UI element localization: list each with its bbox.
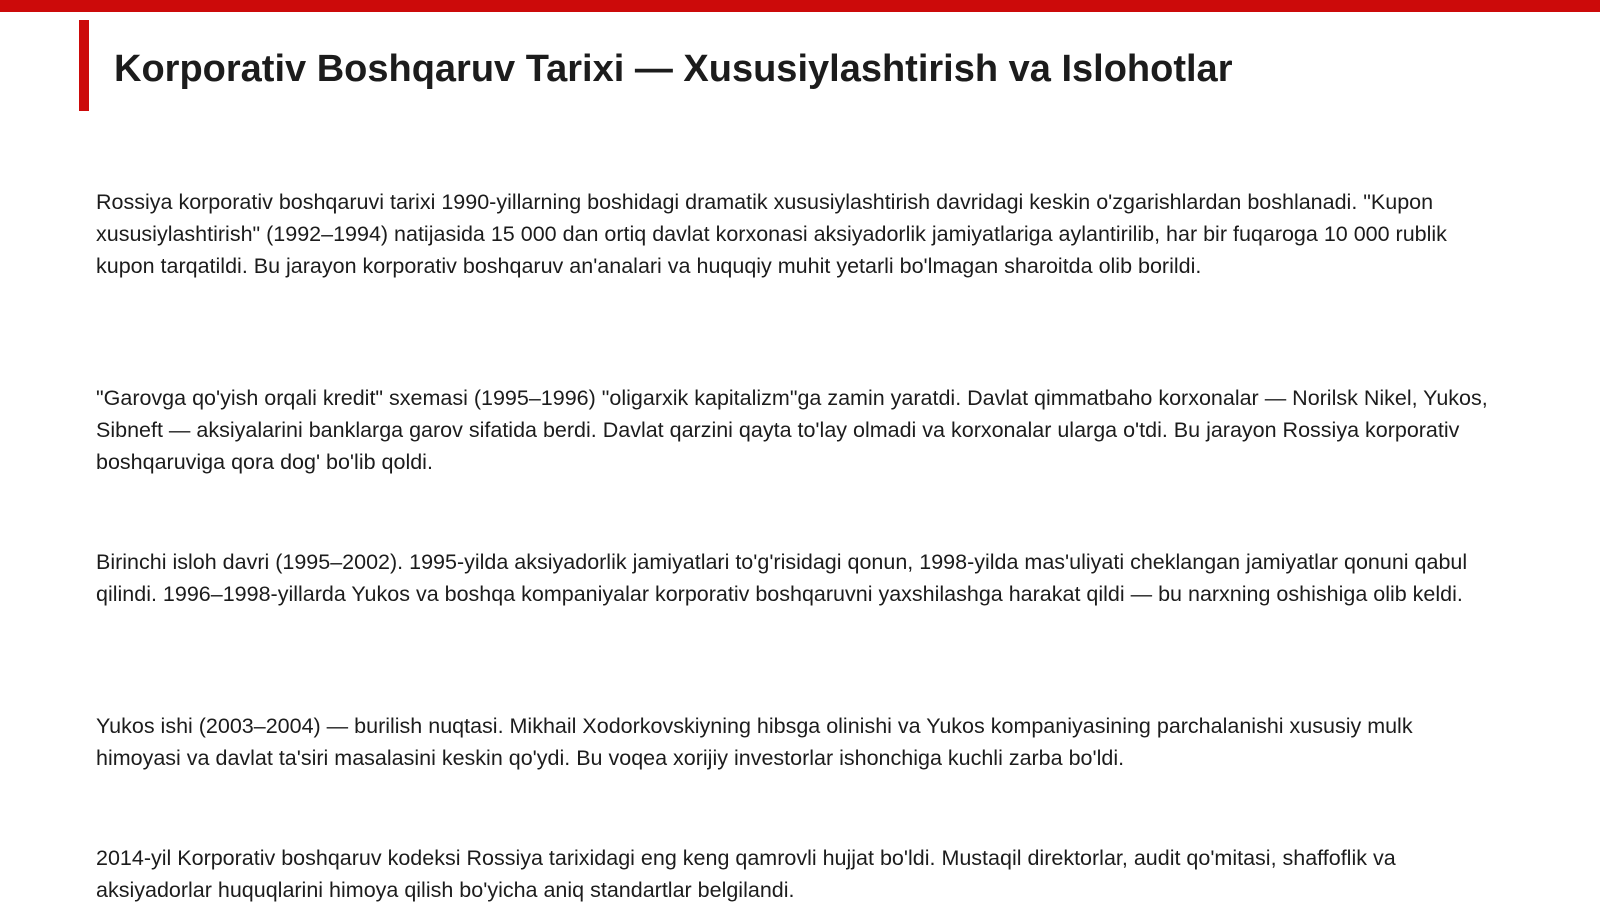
paragraph-yukos-case: Yukos ishi (2003–2004) — burilish nuqtasi. Mikhail Xodorkovskiyning hibsga olinishi va Yukos kompaniyasining parchalanishi xususiy mulk himoyasi va davlat ta'siri masalasini keskin qo'ydi. Bu voqea xorijiy investorlar ishonchiga kuchli zarba bo'ldi. <box>96 714 1413 770</box>
slide-title: Korporativ Boshqaruv Tarixi — Xususiylashtirish va Islohotlar <box>114 48 1233 90</box>
paragraph-first-reform: Birinchi isloh davri (1995–2002). 1995-yilda aksiyadorlik jamiyatlari to'g'risidagi qonun, 1998-yilda mas'uliyati cheklangan jamiyatlar qonuni qabul qilindi. 1996–1998-yillarda Yukos va boshqa kompaniyalar korporativ boshqaruvni yaxshilashga harakat qildi — bu narxning oshishiga olib keldi. <box>96 550 1468 606</box>
paragraph-loans-for-shares: "Garovga qo'yish orqali kredit" sxemasi (1995–1996) "oligarxik kapitalizm"ga zamin yaratdi. Davlat qimmatbaho korxonalar — Norilsk Nikel, Yukos, Sibneft — aksiyalarini banklarga garov sifatida berdi. Davlat qarzini qayta to'lay olmadi va korxonalar ularga o'tdi. Bu jarayon Rossiya korporativ boshqaruviga qora dog' bo'lib qoldi. <box>96 386 1488 474</box>
top-accent-bar <box>0 0 1600 12</box>
paragraph-governance-code: 2014-yil Korporativ boshqaruv kodeksi Rossiya tarixidagi eng keng qamrovli hujjat bo'ldi. Mustaqil direktorlar, audit qo'mitasi, shaffoflik va aksiyadorlar huquqlarini himoya qilish bo'yicha aniq standartlar belgilandi. <box>96 846 1396 902</box>
title-accent-bar <box>79 20 89 111</box>
paragraph-privatization: Rossiya korporativ boshqaruvi tarixi 1990-yillarning boshidagi dramatik xususiylashtirish davridagi keskin o'zgarishlardan boshlanadi. "Kupon xususiylashtirish" (1992–1994) natijasida 15 000 dan ortiq davlat korxonasi aksiyadorlik jamiyatlariga aylantirilib, har bir fuqaroga 10 000 rublik kupon tarqatildi. Bu jarayon korporativ boshqaruv an'analari va huquqiy muhit yetarli bo'lmagan sharoitda olib borildi. <box>96 190 1447 278</box>
